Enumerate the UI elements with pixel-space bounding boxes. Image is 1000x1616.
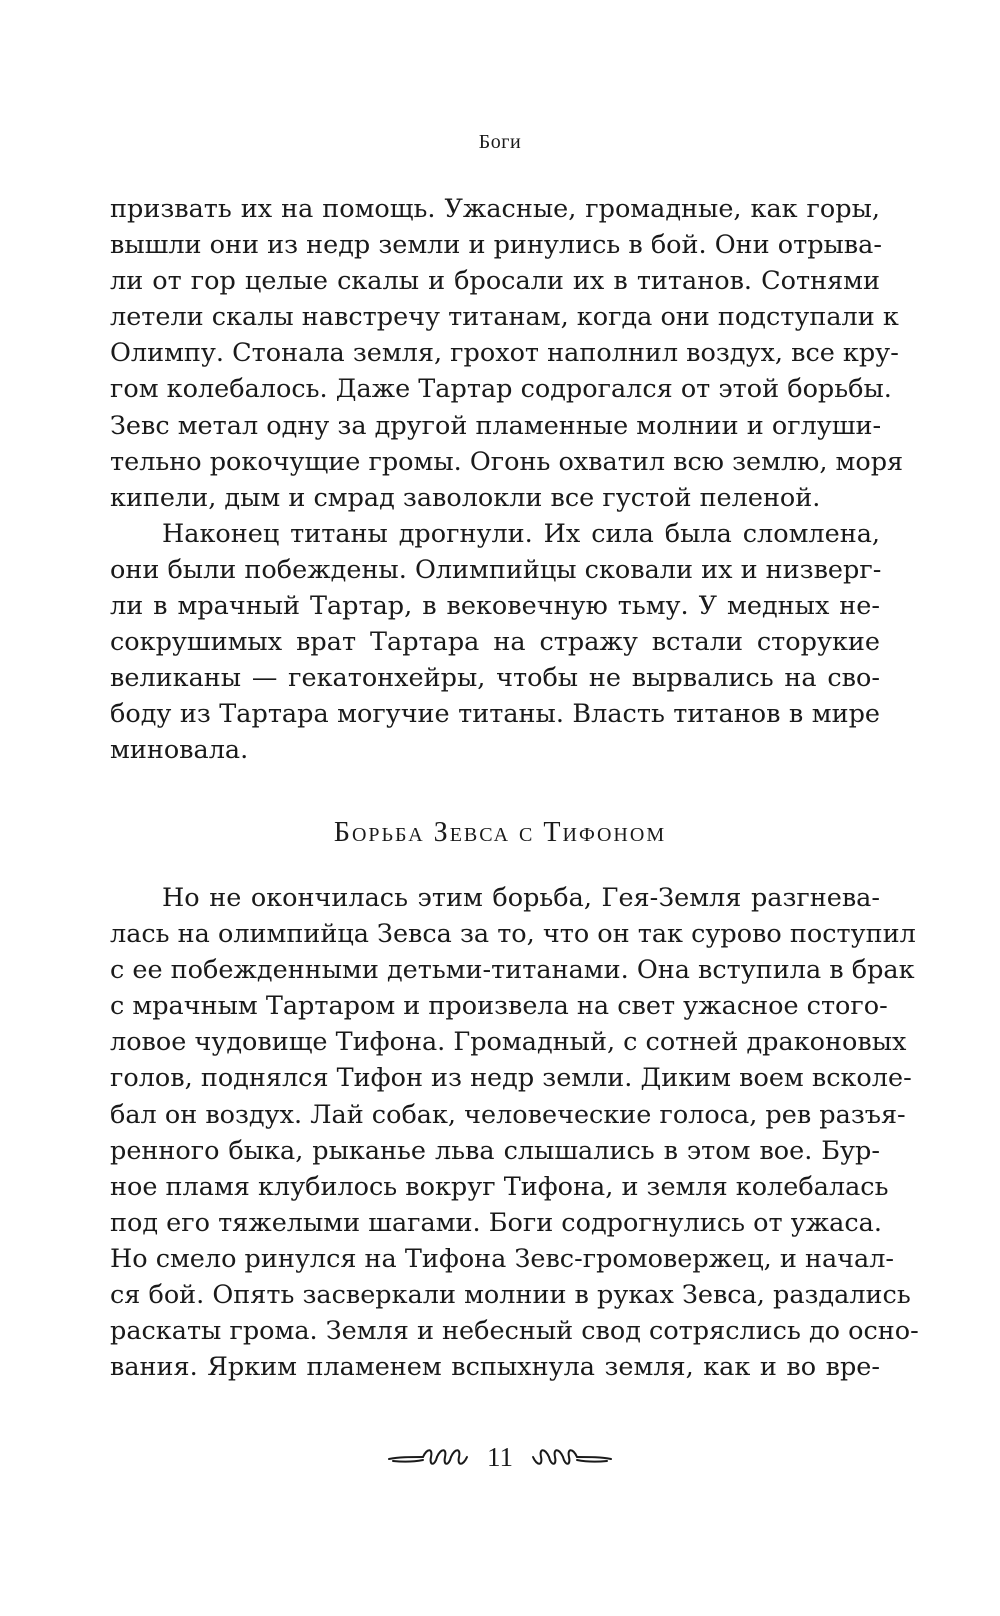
text-line: Но смело ринулся на Тифона Зевс-громовержец, и начал- — [110, 1243, 895, 1274]
text-line: боду из Тартара могучие титаны. Власть титанов в мире — [110, 699, 880, 730]
text-line: призвать их на помощь. Ужасные, громадные, как горы, — [110, 194, 880, 224]
text-line: ловое чудовище Тифона. Громадный, с сотней драконовых — [110, 1027, 907, 1058]
text-line: Олимпу. Стонала земля, грохот наполнил воздух, все кру- — [110, 338, 899, 369]
text-line: с ее побежденными детьми-титанами. Она вступила в брак — [110, 955, 915, 986]
flourish-ornament-right-icon — [527, 1444, 613, 1470]
text-line: ренного быка, рыканье льва слышались в этом вое. Бур- — [110, 1135, 880, 1166]
text-line: с мрачным Тартаром и произвела на свет ужасное стого- — [110, 991, 888, 1022]
text-line: они были побеждены. Олимпийцы сковали их и низверг- — [110, 554, 882, 585]
text-line: под его тяжелыми шагами. Боги содрогнулись от ужаса. — [110, 1207, 882, 1238]
page-number: 11 — [487, 1441, 513, 1472]
text-line: ное пламя клубилось вокруг Тифона, и земля колебалась — [110, 1171, 889, 1202]
text-line: кипели, дым и смрад заволокли все густой пеленой. — [110, 482, 821, 513]
text-line: Зевс метал одну за другой пламенные молнии и оглуши- — [110, 410, 882, 441]
body-text-top — [110, 191, 904, 769]
text-line: ли от гор целые скалы и бросали их в титанов. Сотнями — [110, 266, 880, 297]
text-line: Но не окончилась этим борьба, Гея-Земля разгнева- — [162, 883, 880, 913]
section-heading: Борьба Зевса с Тифоном — [333, 817, 667, 848]
paragraph-2 — [110, 516, 880, 769]
text-line: лась на олимпийца Зевса за то, что он так сурово поступил — [110, 919, 916, 950]
text-line: ли в мрачный Тартар, в вековечную тьму. У медных не- — [110, 591, 880, 622]
text-line: вания. Ярким пламенем вспыхнула земля, как и во вре- — [110, 1352, 880, 1383]
text-line: ся бой. Опять засверкали молнии в руках Зевса, раздались — [110, 1280, 911, 1311]
text-line: сокрушимых врат Тартара на стражу встали сторукие — [110, 627, 880, 658]
page-folio — [0, 1437, 1000, 1477]
text-line: тельно рокочущие громы. Огонь охватил всю землю, моря — [110, 446, 904, 477]
text-line: миновала. — [110, 735, 249, 766]
text-line: летели скалы навстречу титанам, когда они подступали к — [110, 302, 899, 333]
paragraph-3 — [110, 880, 919, 1385]
text-line: великаны — гекатонхейры, чтобы не вырвались на сво- — [110, 663, 880, 694]
text-line: Наконец титаны дрогнули. Их сила была сломлена, — [162, 518, 880, 549]
text-line: вышли они из недр земли и ринулись в бой. Они отрыва- — [110, 230, 882, 261]
text-line: бал он воздух. Лай собак, человеческие голоса, рев разъя- — [110, 1099, 906, 1130]
text-line: раскаты грома. Земля и небесный свод сотряслись до осно- — [110, 1316, 919, 1347]
flourish-ornament-left-icon — [387, 1444, 473, 1470]
running-head: Боги — [478, 131, 522, 153]
text-line: гом колебалось. Даже Тартар содрогался от этой борьбы. — [110, 374, 892, 405]
text-line: голов, поднялся Тифон из недр земли. Диким воем всколе- — [110, 1063, 912, 1094]
body-text-bottom — [110, 880, 919, 1385]
paragraph-1 — [110, 191, 904, 516]
